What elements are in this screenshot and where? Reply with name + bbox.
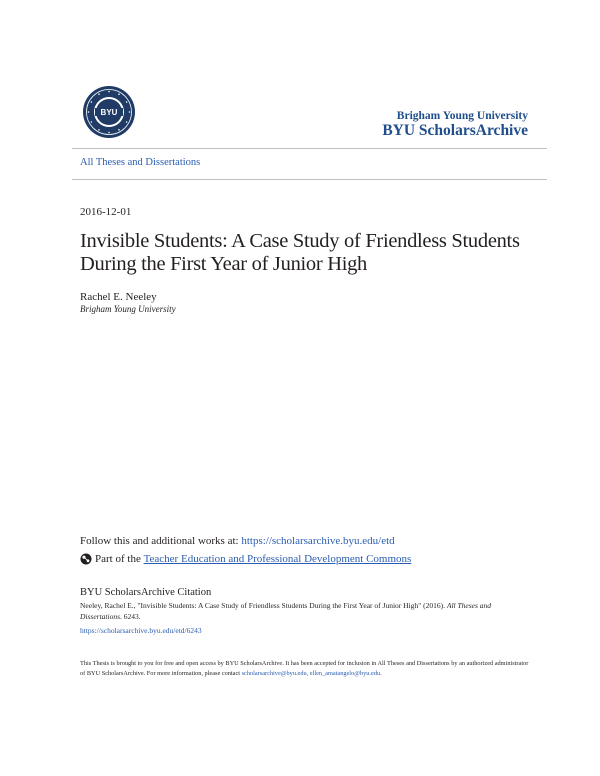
citation-number: . 6243. bbox=[120, 611, 141, 621]
collection-divider bbox=[72, 179, 547, 180]
follow-url-link[interactable]: https://scholarsarchive.byu.edu/etd bbox=[241, 535, 395, 547]
access-notice bbox=[80, 659, 530, 679]
header-divider bbox=[72, 148, 547, 149]
collection-link[interactable]: All Theses and Dissertations bbox=[80, 157, 201, 168]
follow-label: Follow this and additional works at: bbox=[80, 535, 239, 547]
byu-seal-logo bbox=[82, 85, 136, 139]
archive-name: BYU ScholarsArchive bbox=[382, 122, 528, 139]
author-name: Rachel E. Neeley bbox=[80, 291, 157, 303]
citation-heading: BYU ScholarsArchive Citation bbox=[80, 587, 212, 598]
author-affiliation: Brigham Young University bbox=[80, 304, 176, 314]
commons-network-icon bbox=[80, 553, 92, 565]
part-of-line bbox=[80, 553, 411, 565]
citation-text bbox=[80, 601, 530, 622]
seal-text: BYU bbox=[100, 108, 118, 117]
document-title: Invisible Students: A Case Study of Friendless Students During the First Year of Junior High bbox=[80, 230, 520, 275]
commons-link[interactable]: Teacher Education and Professional Development Commons bbox=[143, 553, 412, 565]
citation-body: Neeley, Rachel E., "Invisible Students: A Case Study of Friendless Students During the First Year of Junior High" (2016). bbox=[80, 601, 447, 610]
contact-email-link[interactable]: scholarsarchive@byu.edu, ellen_amatangelo@byu.edu bbox=[241, 670, 381, 677]
access-notice-body: This Thesis is brought to you for free and open access by BYU ScholarsArchive. It has been accepted for inclusion in All Theses and Dissertations by an authorized administrator of BYU ScholarsArchive. For more information, please contact bbox=[80, 660, 529, 677]
follow-line bbox=[80, 535, 395, 547]
citation-url-link[interactable]: https://scholarsarchive.byu.edu/etd/6243 bbox=[80, 626, 202, 635]
institution-name: Brigham Young University bbox=[396, 110, 528, 122]
publication-date: 2016-12-01 bbox=[80, 206, 132, 218]
access-notice-end: . bbox=[380, 670, 382, 677]
citation-series: All Theses and Dissertations bbox=[80, 601, 492, 621]
part-of-prefix: Part of the bbox=[95, 553, 141, 565]
